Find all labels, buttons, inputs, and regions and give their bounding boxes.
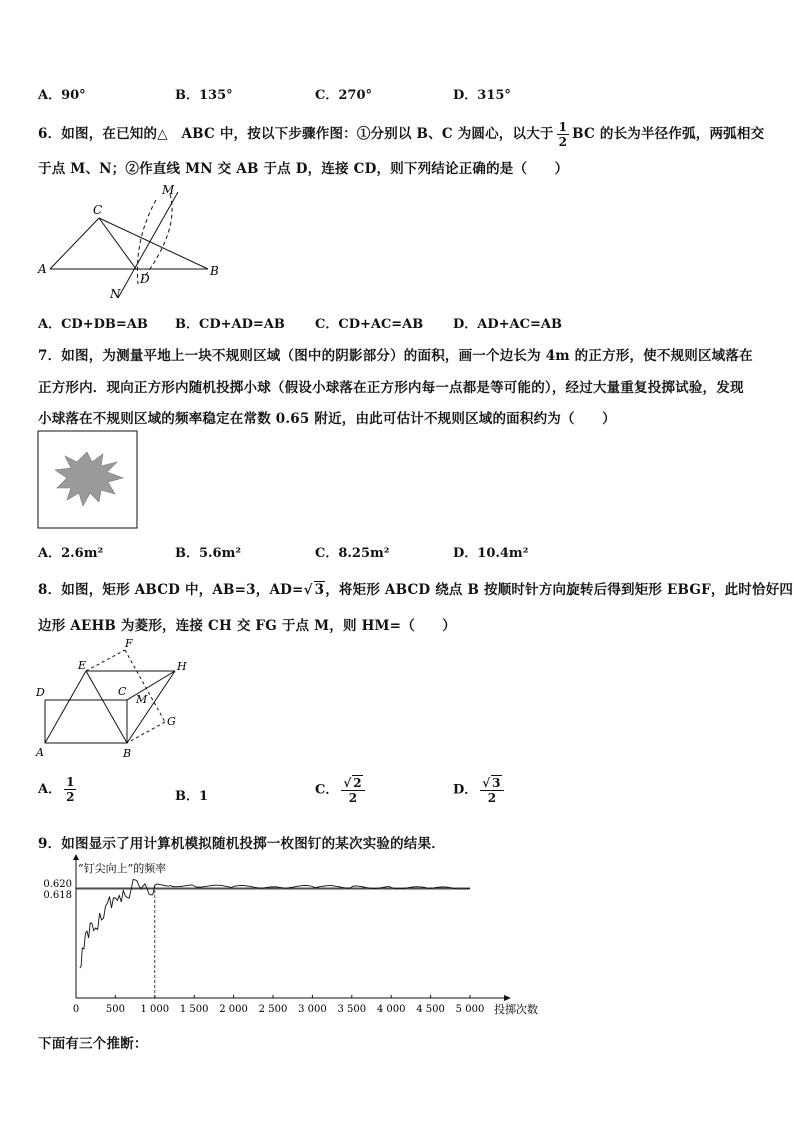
q8-segment-fg (125, 650, 165, 722)
q8-label-g: G (167, 715, 176, 728)
q6-stem-pre: 6．如图，在已知的△ ABC 中，按以下步骤作图：①分别以 B、C 为圆心，以大于 (38, 126, 554, 142)
series-line (80, 880, 470, 969)
q7-stem-line1: 7．如图，为测量平地上一块不规则区域（图中的阴影部分）的面积，画一个边长为 4m 的正方形，使不规则区域落在 (38, 348, 753, 364)
q7-option-b: B．5.6m² (175, 546, 242, 561)
q6-option-b: B．CD+AD=AB (175, 317, 285, 332)
q8-option-d-fraction: $\frac{√ 3}{2}$ (480, 775, 503, 805)
q7-stem-line3: 小球落在不规则区域的频率稳定在常数 0.65 附近，由此可估计不规则区域的面积约为（ ） (38, 411, 616, 427)
q8-stem-line2: 边形 AEHB 为菱形，连接 CH 交 FG 于点 M，则 HM=（ ） (38, 618, 456, 634)
q6-stem-line2: 于点 M、N；②作直线 MN 交 AB 于点 D，连接 CD，则下列结论正确的是（ ） (38, 161, 569, 177)
q8-label-e: E (78, 659, 87, 672)
x-tick-label: 1 000 (140, 1004, 170, 1015)
q8-option-b: B．1 (175, 789, 209, 804)
q5-option-d: D．315° (453, 88, 511, 103)
q8-segment-ae (45, 671, 86, 743)
q8-stem-line1 (38, 578, 793, 598)
q6-option-d: D．AD+AC=AB (453, 317, 562, 332)
q9-chart (34, 852, 554, 1022)
q6-fraction: $\frac{1}{2}$ (558, 120, 568, 149)
q6-label-n: N (110, 287, 121, 301)
chart-ylabel: “钉尖向上”的频率 (78, 862, 167, 875)
q8-figure (30, 636, 200, 762)
q8-label-c: C (118, 685, 127, 698)
q6-figure (30, 180, 230, 305)
q6-label-a: A (38, 262, 47, 276)
q9-after-text: 下面有三个推断： (38, 1036, 148, 1052)
q6-stem-line1 (38, 120, 764, 149)
q7-stem-line2: 正方形内．现向正方形内随机投掷小球（假设小球落在正方形内每一点都是等可能的），经过大量重复投掷试验，发现 (38, 380, 744, 396)
q8-option-a: A． $\frac{1}{2}$ (38, 775, 75, 804)
q8-stem-post: ，将矩形 ABCD 绕点 B 按顺时针方向旋转后得到矩形 EBGF，此时恰好四 (325, 582, 794, 598)
x-tick-label: 4 000 (376, 1004, 406, 1015)
x-tick-label: 2 000 (219, 1004, 248, 1015)
q5-option-b: B．135° (175, 88, 233, 103)
q5-option-a: A．90° (38, 88, 86, 103)
q5-option-c: C．270° (315, 88, 372, 103)
q6-segment-cd (99, 218, 136, 269)
q7-option-a: A．2.6m² (38, 546, 104, 561)
q8-option-a-fraction: $\frac{1}{2}$ (66, 775, 75, 804)
y-tick-label: 0.618 (43, 890, 72, 901)
q6-option-c: C．CD+AC=AB (315, 317, 424, 332)
x-tick-label: 3 500 (337, 1004, 367, 1015)
q6-label-m: M (162, 183, 175, 197)
q8-sqrt: √ 3 (303, 582, 325, 598)
x-tick-label: 3 000 (298, 1004, 327, 1015)
q8-label-b: B (123, 747, 132, 760)
q8-segment-ef (86, 650, 125, 671)
q8-segment-gb (127, 722, 165, 743)
q8-label-f: F (125, 637, 133, 650)
y-tick-label: 0.620 (43, 879, 72, 890)
q6-segment-bc (99, 218, 208, 269)
q6-arc-2 (142, 194, 172, 280)
x-tick-label: 500 (105, 1004, 125, 1015)
x-tick-label: 5 000 (455, 1004, 485, 1015)
q6-label-b: B (210, 264, 219, 278)
q8-segment-eb (86, 671, 127, 743)
q6-option-a: A．CD+DB=AB (38, 317, 148, 332)
q7-option-c: C．8.25m² (315, 546, 390, 561)
x-tick-label: 1 500 (179, 1004, 209, 1015)
q8-option-c: C． $\frac{√ 2}{2}$ (315, 775, 368, 805)
chart-xlabel: 投掷次数 (494, 1003, 538, 1016)
q8-stem-pre: 8．如图，矩形 ABCD 中，AB=3，AD= (38, 582, 304, 598)
q8-label-m: M (136, 693, 148, 706)
chart-plot-area (43, 854, 511, 1015)
q8-segment-ch (127, 671, 175, 700)
q6-label-d: D (140, 272, 150, 286)
x-tick-label: 4 500 (416, 1004, 445, 1015)
q6-label-c: C (93, 203, 103, 217)
x-tick-label: 0 (72, 1004, 80, 1015)
q6-segment-ac (50, 218, 99, 269)
x-tick-label: 2 500 (258, 1004, 288, 1015)
q8-option-d: D． $\frac{√ 3}{2}$ (453, 775, 507, 805)
q9-stem-line1: 9．如图显示了用计算机模拟随机投掷一枚图钉的某次实验的结果． (38, 836, 445, 852)
q8-label-d: D (36, 686, 45, 699)
y-axis-arrow (73, 854, 79, 860)
q8-option-c-fraction: $\frac{√ 2}{2}$ (341, 775, 364, 805)
q8-label-a: A (36, 746, 44, 759)
q8-segment-hb (127, 671, 175, 743)
q8-label-h: H (177, 660, 187, 673)
q7-option-d: D．10.4m² (453, 546, 529, 561)
x-axis-arrow (504, 995, 511, 1001)
q7-figure (37, 430, 139, 530)
q6-stem-post: BC 的长为半径作弧，两弧相交 (572, 126, 765, 142)
